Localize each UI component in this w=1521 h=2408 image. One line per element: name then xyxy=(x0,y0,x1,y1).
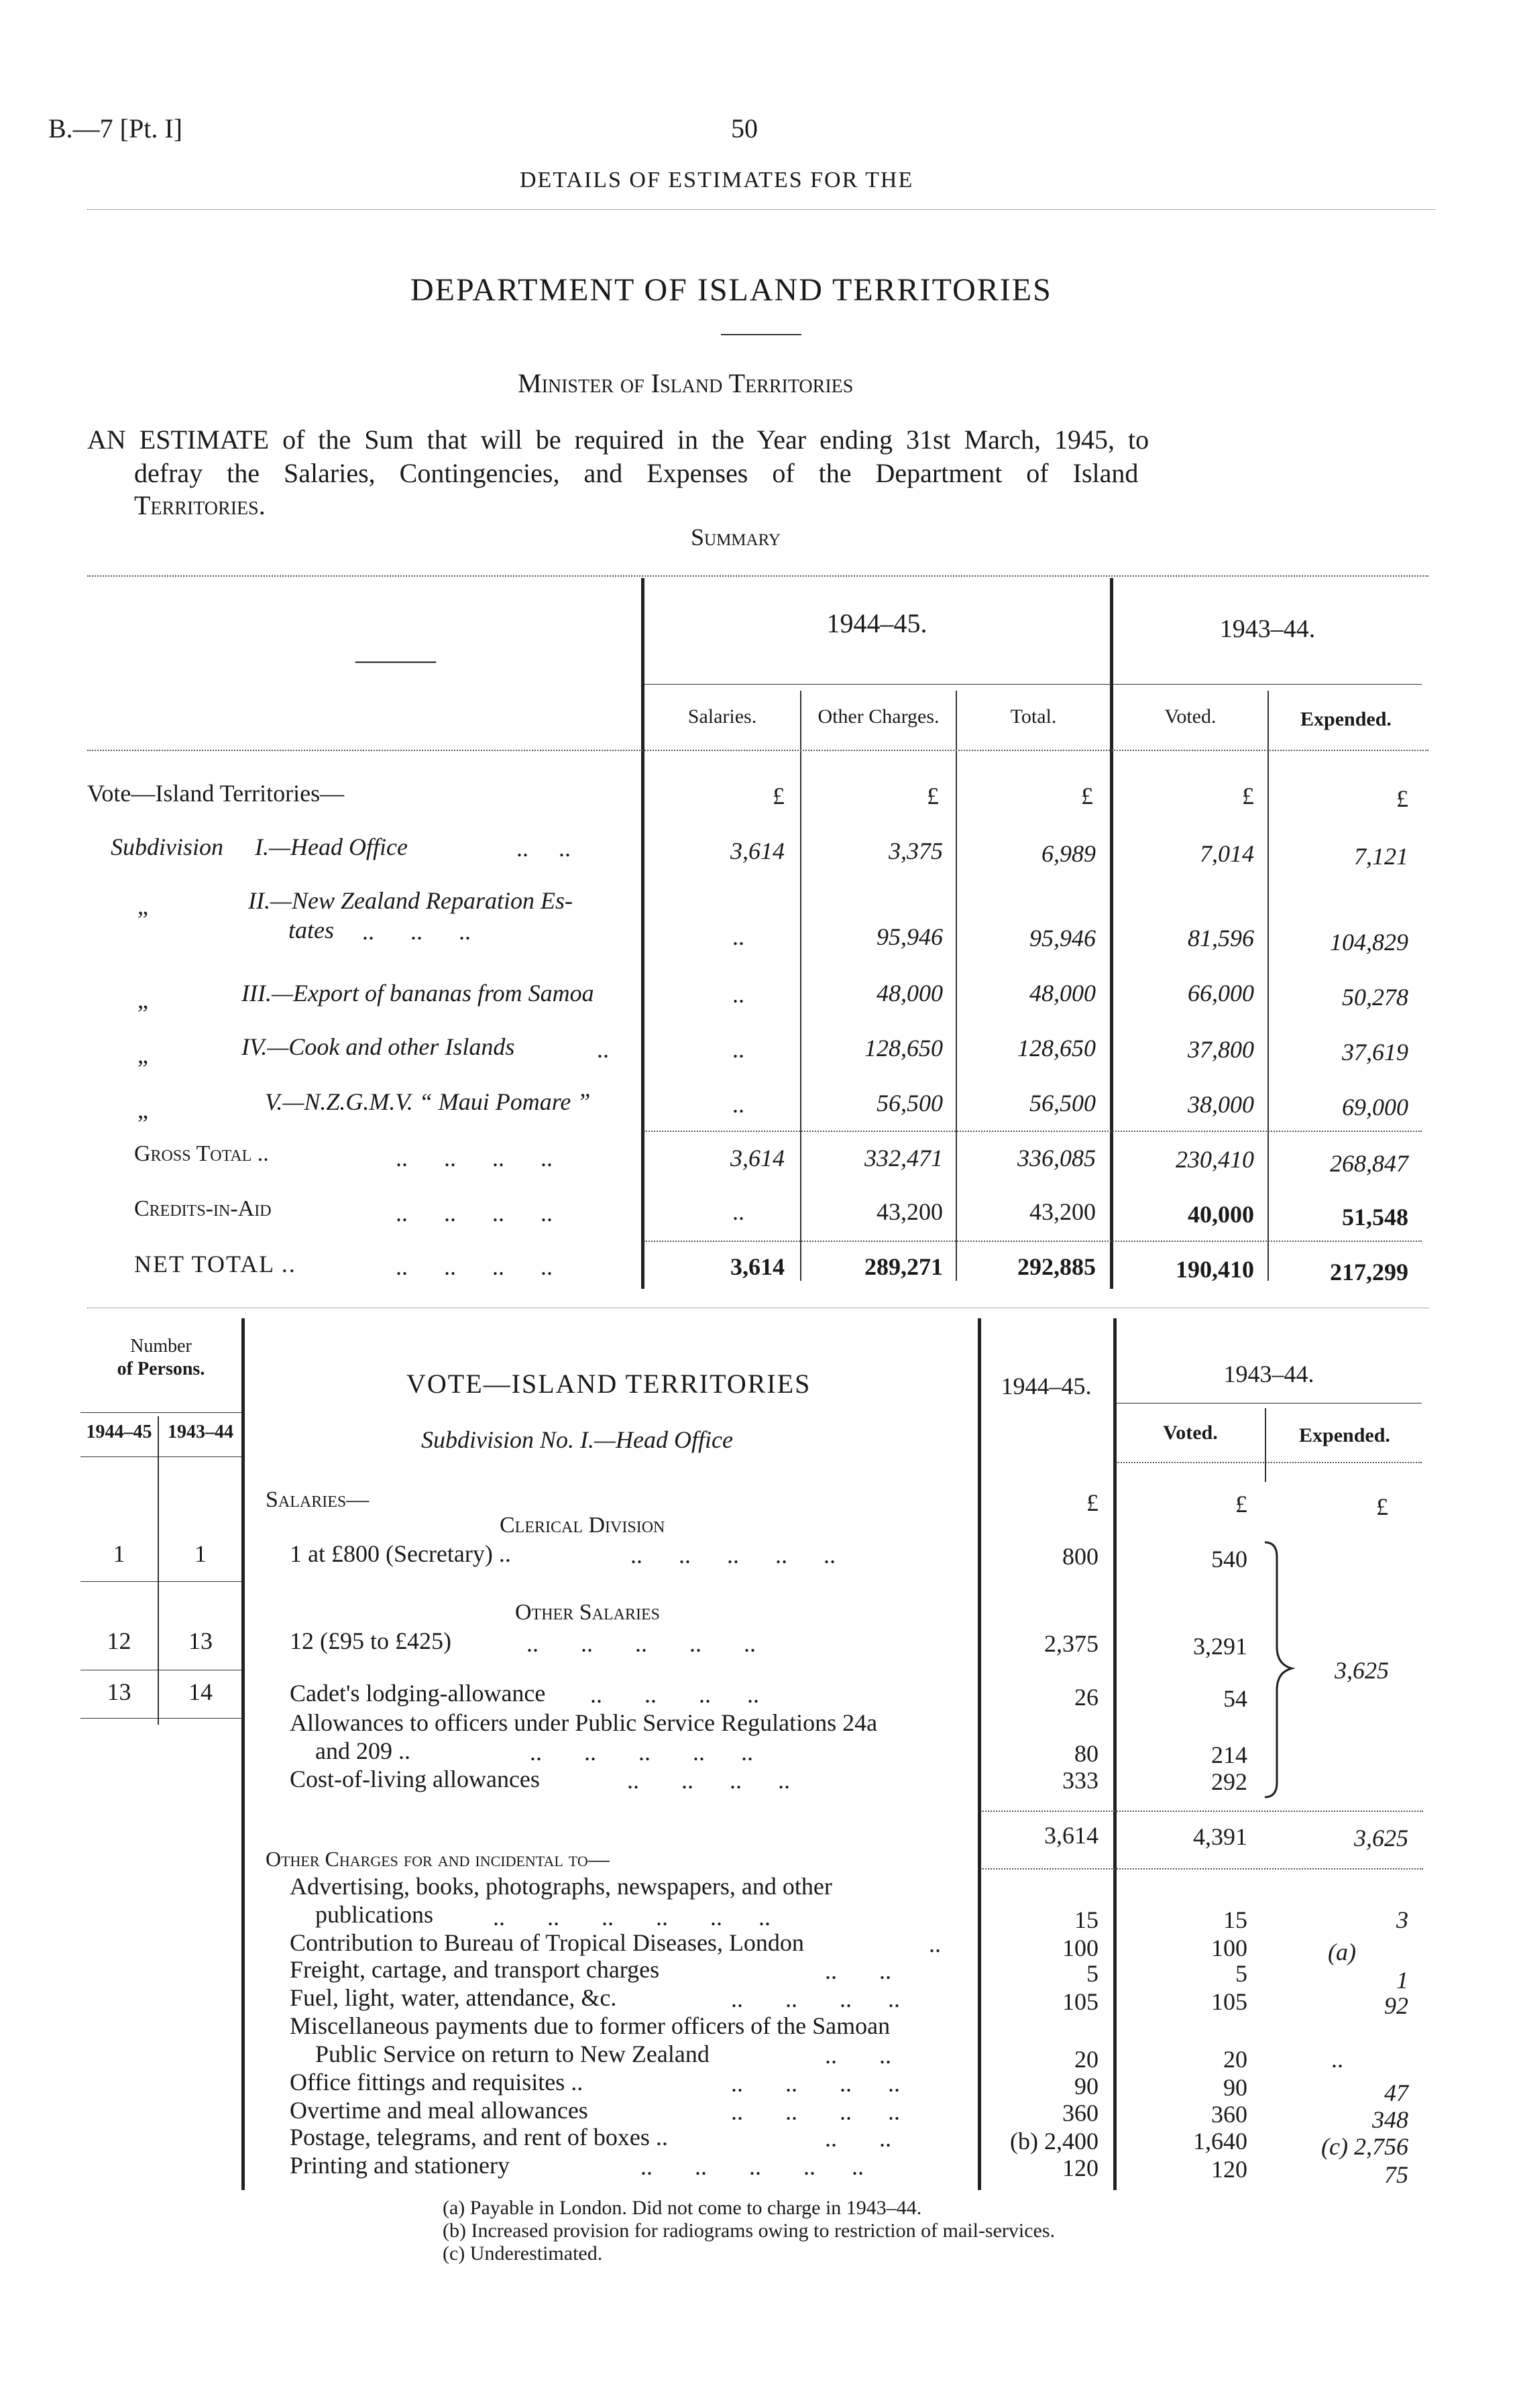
advertising-label-cont: publications xyxy=(315,1901,433,1928)
summary-divider-total xyxy=(956,691,957,1281)
allowances-label: Allowances to officers under Public Service Regulations 24a xyxy=(290,1709,878,1736)
line-item-voted: 90 xyxy=(1223,2074,1247,2101)
leader-dots: .. .. .. .. xyxy=(396,1145,553,1171)
clerical-voted: 540 xyxy=(1211,1546,1247,1572)
line-item-label: Fuel, light, water, attendance, &c. xyxy=(290,1984,617,2011)
other-salaries-label: 12 (£95 to £425) xyxy=(290,1627,451,1654)
gross-expended: 268,847 xyxy=(1330,1150,1408,1177)
row1-other: 3,375 xyxy=(889,838,943,864)
footnote-b: (b) Increased provision for radiograms owing to restriction of mail-services. xyxy=(443,2220,1056,2242)
net-total-rule xyxy=(644,1241,1422,1242)
clerical-persons-1943: 1 xyxy=(194,1540,207,1567)
summary-year-current: 1944–45. xyxy=(826,608,927,638)
persons-col-1944: 1944–45 xyxy=(86,1422,152,1442)
misc-payments-amount: 20 xyxy=(1074,2046,1098,2073)
credits-salaries: .. xyxy=(732,1198,744,1225)
credits-voted: 40,000 xyxy=(1188,1201,1254,1228)
persons-col-1943: 1943–44 xyxy=(168,1422,233,1442)
row3-other: 48,000 xyxy=(877,980,943,1007)
leader-dots: .. .. .. .. xyxy=(627,1767,790,1794)
line-item-voted: 105 xyxy=(1211,1988,1247,2015)
running-title: DETAILS OF ESTIMATES FOR THE xyxy=(520,168,914,192)
leader-dots: .. .. .. .. xyxy=(396,1253,553,1280)
pound-salaries: £ xyxy=(773,783,785,809)
gross-total: 336,085 xyxy=(1017,1145,1096,1171)
leader-dots: .. .. .. .. xyxy=(731,1986,900,2012)
row4-salaries: .. xyxy=(732,1036,744,1063)
net-total: 292,885 xyxy=(1017,1253,1096,1280)
intro-line-2: defray the Salaries, Contingencies, and Expenses of the Department of Island xyxy=(134,458,1139,488)
brace-icon xyxy=(1261,1540,1301,1801)
intro-line-1: AN ESTIMATE of the Sum that will be required in the Year ending 31st March, 1945, to xyxy=(87,424,1149,455)
credits-total: 43,200 xyxy=(1029,1198,1096,1225)
line-item-voted: 100 xyxy=(1211,1935,1247,1961)
gross-other: 332,471 xyxy=(864,1145,943,1171)
clerical-persons-1944: 1 xyxy=(113,1540,125,1567)
line-item-amount: 90 xyxy=(1074,2073,1098,2100)
other-salaries-amount: 2,375 xyxy=(1044,1630,1098,1657)
row2-salaries: .. xyxy=(732,923,744,950)
misc-payments-label: Miscellaneous payments due to former officers of the Samoan xyxy=(290,2012,891,2039)
vote-subtitle: Subdivision No. I.—Head Office xyxy=(421,1426,733,1453)
line-item-expended: (a) xyxy=(1328,1939,1356,1965)
line-item-label: Printing and stationery xyxy=(290,2152,510,2179)
persons-header-rule xyxy=(80,1412,241,1413)
ditto-mark: „ xyxy=(137,1041,148,1068)
leader-dots: .. .. .. .. .. xyxy=(630,1542,836,1568)
allowances-voted: 214 xyxy=(1211,1741,1247,1768)
leader-dots: .. .. .. .. .. xyxy=(530,1739,753,1766)
net-voted: 190,410 xyxy=(1176,1256,1254,1283)
persons-split-divider xyxy=(158,1416,159,1725)
vote-expended-divider xyxy=(1265,1408,1266,1482)
net-salaries: 3,614 xyxy=(730,1253,785,1280)
cadet-allowance-amount: 26 xyxy=(1074,1684,1098,1711)
row4-voted: 37,800 xyxy=(1188,1036,1254,1063)
line-item-amount: 100 xyxy=(1062,1935,1098,1961)
footnote-c: (c) Underestimated. xyxy=(443,2242,603,2264)
row3-salaries: .. xyxy=(732,981,744,1008)
summary-col-salaries: Salaries. xyxy=(687,705,757,728)
net-other: 289,271 xyxy=(864,1253,943,1280)
subdivision-label: I.—Head Office xyxy=(255,834,408,860)
persons-header: Number xyxy=(130,1336,192,1357)
summary-vote-label: Vote—Island Territories— xyxy=(87,780,345,807)
row3-total: 48,000 xyxy=(1029,980,1096,1007)
credits-expended: 51,548 xyxy=(1342,1204,1408,1230)
vote-pound-current: £ xyxy=(1086,1489,1098,1516)
cost-of-living-amount: 333 xyxy=(1062,1767,1098,1794)
row2-voted: 81,596 xyxy=(1188,925,1254,952)
ditto-mark: „ xyxy=(137,1096,148,1123)
subdivision-label: V.—N.Z.G.M.V. “ Maui Pomare ” xyxy=(265,1088,591,1115)
line-item-amount: 120 xyxy=(1062,2155,1098,2181)
net-total-label: NET TOTAL .. xyxy=(134,1251,296,1277)
vote-title: VOTE—ISLAND TERRITORIES xyxy=(406,1369,811,1399)
row4-expended: 37,619 xyxy=(1342,1039,1408,1066)
advertising-amount: 15 xyxy=(1074,1906,1098,1933)
advertising-label: Advertising, books, photographs, newspapers, and other xyxy=(290,1873,832,1900)
salaries-total-expended: 3,625 xyxy=(1354,1825,1408,1851)
credits-in-aid-label: Credits-in-Aid xyxy=(134,1196,272,1221)
summary-divider-expended xyxy=(1268,691,1269,1281)
summary-header-bottom-rule xyxy=(87,750,1428,751)
clerical-division-heading: Clerical Division xyxy=(500,1513,665,1538)
clerical-amount: 800 xyxy=(1062,1543,1098,1570)
line-item-expended: 348 xyxy=(1372,2106,1408,2133)
persons-header-2: of Persons. xyxy=(117,1359,205,1379)
row1-expended: 7,121 xyxy=(1354,843,1408,870)
salaries-total-rule xyxy=(980,1811,1423,1812)
gross-total-rule xyxy=(644,1131,1422,1132)
leader-dots: .. xyxy=(929,1931,941,1957)
other-salaries-voted: 3,291 xyxy=(1193,1633,1247,1660)
misc-payments-label-cont: Public Service on return to New Zealand xyxy=(315,2041,710,2067)
summary-col-total: Total. xyxy=(1010,705,1057,728)
summary-stub-dash: ——— xyxy=(355,644,436,675)
row3-voted: 66,000 xyxy=(1188,980,1254,1007)
persons-bottom-rule xyxy=(80,1718,241,1719)
other-salaries-persons-1944: 12 xyxy=(107,1627,131,1654)
row1-salaries: 3,614 xyxy=(730,838,785,864)
total-persons-1944: 13 xyxy=(107,1678,131,1705)
vote-year-current: 1944–45. xyxy=(1001,1373,1092,1399)
other-charges-rule xyxy=(980,1868,1423,1870)
gross-salaries: 3,614 xyxy=(730,1145,785,1171)
row5-salaries: .. xyxy=(732,1091,744,1118)
advertising-expended: 3 xyxy=(1396,1906,1408,1933)
vote-year-previous: 1943–44. xyxy=(1223,1361,1314,1387)
misc-payments-voted: 20 xyxy=(1223,2046,1247,2073)
allowances-label-cont: and 209 .. xyxy=(315,1737,410,1764)
vote-pound-voted: £ xyxy=(1235,1491,1247,1517)
persons-bold-divider xyxy=(241,1318,245,2190)
clerical-row-label: 1 at £800 (Secretary) .. xyxy=(290,1540,511,1567)
persons-col-rule xyxy=(80,1456,241,1457)
persons-row-rule xyxy=(80,1581,241,1582)
vote-pound-expended: £ xyxy=(1376,1493,1388,1520)
allowances-amount: 80 xyxy=(1074,1740,1098,1767)
row2-total: 95,946 xyxy=(1029,925,1096,952)
line-item-voted: 120 xyxy=(1211,2156,1247,2183)
cost-of-living-voted: 292 xyxy=(1211,1768,1247,1795)
row5-other: 56,500 xyxy=(877,1090,943,1116)
advertising-voted: 15 xyxy=(1223,1906,1247,1933)
summary-col-other-charges: Other Charges. xyxy=(818,705,940,728)
summary-top-rule xyxy=(87,575,1428,577)
subdivision-label: II.—New Zealand Reparation Es- xyxy=(248,887,573,914)
page-number: 50 xyxy=(731,113,758,144)
credits-other: 43,200 xyxy=(877,1198,943,1225)
other-salaries-persons-1943: 13 xyxy=(188,1627,213,1654)
brace-value: 3,625 xyxy=(1335,1657,1389,1684)
ditto-mark: „ xyxy=(137,893,148,919)
summary-col-expended: Expended. xyxy=(1300,708,1392,730)
pound-expended: £ xyxy=(1396,785,1408,812)
ditto-mark: „ xyxy=(137,986,148,1013)
gross-total-label: Gross Total .. xyxy=(134,1141,269,1166)
cost-of-living-label: Cost-of-living allowances xyxy=(290,1766,540,1792)
misc-payments-expended: .. xyxy=(1331,2046,1343,2073)
other-salaries-heading: Other Salaries xyxy=(515,1600,660,1625)
row5-expended: 69,000 xyxy=(1342,1094,1408,1121)
header-rule xyxy=(87,209,1435,210)
subdivision-label-cont: tates xyxy=(288,917,334,943)
line-item-amount: 5 xyxy=(1086,1960,1098,1987)
summary-year-previous: 1943–44. xyxy=(1219,615,1316,643)
total-persons-1943: 14 xyxy=(188,1678,213,1705)
cadet-allowance-label: Cadet's lodging-allowance xyxy=(290,1680,546,1707)
line-item-amount: 360 xyxy=(1062,2100,1098,2126)
summary-year-rule xyxy=(644,684,1422,685)
salaries-total-voted: 4,391 xyxy=(1193,1823,1247,1850)
footnote-a: (a) Payable in London. Did not come to charge in 1943–44. xyxy=(443,2197,922,2219)
line-item-amount: (b) 2,400 xyxy=(1010,2128,1098,2155)
line-item-expended: 92 xyxy=(1384,1992,1408,2019)
row1-total: 6,989 xyxy=(1041,840,1096,867)
summary-col-voted: Voted. xyxy=(1164,705,1217,728)
line-item-label: Contribution to Bureau of Tropical Diseases, London xyxy=(290,1929,804,1956)
line-item-label: Freight, cartage, and transport charges xyxy=(290,1956,660,1983)
net-expended: 217,299 xyxy=(1330,1259,1408,1285)
leader-dots: .. .. xyxy=(516,835,571,862)
row1-voted: 7,014 xyxy=(1200,840,1254,867)
vote-col-voted: Voted. xyxy=(1163,1422,1218,1444)
summary-divider-other xyxy=(800,691,801,1281)
salaries-heading: Salaries— xyxy=(266,1487,370,1512)
leader-dots: .. .. xyxy=(825,2125,891,2152)
salaries-total-amount: 3,614 xyxy=(1044,1822,1098,1849)
intro-line-3: Territories. xyxy=(134,490,266,520)
line-item-label: Postage, telegrams, and rent of boxes .. xyxy=(290,2124,668,2151)
department-title: DEPARTMENT OF ISLAND TERRITORIES xyxy=(410,272,1052,308)
line-item-expended: 47 xyxy=(1384,2079,1408,2106)
leader-dots: .. .. .. .. .. .. xyxy=(493,1904,771,1931)
vote-header-rule xyxy=(1116,1462,1422,1463)
leader-dots: .. .. .. .. .. xyxy=(526,1630,756,1657)
subdivision-label: IV.—Cook and other Islands xyxy=(241,1033,515,1060)
subdivision-prefix: Subdivision xyxy=(111,834,223,860)
line-item-expended: 75 xyxy=(1384,2161,1408,2188)
pound-total: £ xyxy=(1081,783,1093,809)
line-item-voted: 360 xyxy=(1211,2101,1247,2128)
leader-dots: .. .. xyxy=(825,2042,891,2069)
line-item-amount: 105 xyxy=(1062,1988,1098,2015)
row4-total: 128,650 xyxy=(1017,1035,1096,1062)
row5-total: 56,500 xyxy=(1029,1090,1096,1116)
title-rule xyxy=(721,334,801,335)
line-item-voted: 1,640 xyxy=(1193,2128,1247,2155)
line-item-expended: 1 xyxy=(1396,1967,1408,1994)
leader-dots: .. .. .. .. xyxy=(590,1681,759,1708)
pound-other: £ xyxy=(927,783,939,809)
row2-other: 95,946 xyxy=(877,923,943,950)
cadet-allowance-voted: 54 xyxy=(1223,1685,1247,1712)
leader-dots: .. .. .. xyxy=(362,918,471,945)
line-item-label: Office fittings and requisites .. xyxy=(290,2069,583,2096)
minister-heading: Minister of Island Territories xyxy=(518,368,854,398)
gross-voted: 230,410 xyxy=(1176,1146,1254,1173)
line-item-voted: 5 xyxy=(1235,1960,1247,1987)
row4-other: 128,650 xyxy=(864,1035,943,1062)
leader-dots: .. .. .. .. xyxy=(731,2070,900,2097)
line-item-label: Overtime and meal allowances xyxy=(290,2097,588,2124)
summary-heading: Summary xyxy=(691,524,781,551)
pound-voted: £ xyxy=(1242,783,1254,809)
leader-dots: .. xyxy=(597,1036,609,1063)
subdivision-label: III.—Export of bananas from Samoa xyxy=(241,980,594,1007)
leader-dots: .. .. .. .. xyxy=(731,2098,900,2125)
other-charges-heading: Other Charges for and incidental to— xyxy=(266,1847,610,1871)
leader-dots: .. .. .. .. xyxy=(396,1200,553,1226)
document-reference: B.—7 [Pt. I] xyxy=(48,113,182,144)
leader-dots: .. .. .. .. .. xyxy=(640,2153,864,2180)
vote-col-expended: Expended. xyxy=(1299,1424,1390,1446)
line-item-expended: (c) 2,756 xyxy=(1321,2133,1408,2160)
leader-dots: .. .. xyxy=(825,1957,891,1984)
row2-expended: 104,829 xyxy=(1330,929,1408,956)
row3-expended: 50,278 xyxy=(1342,984,1408,1011)
row5-voted: 38,000 xyxy=(1188,1091,1254,1118)
